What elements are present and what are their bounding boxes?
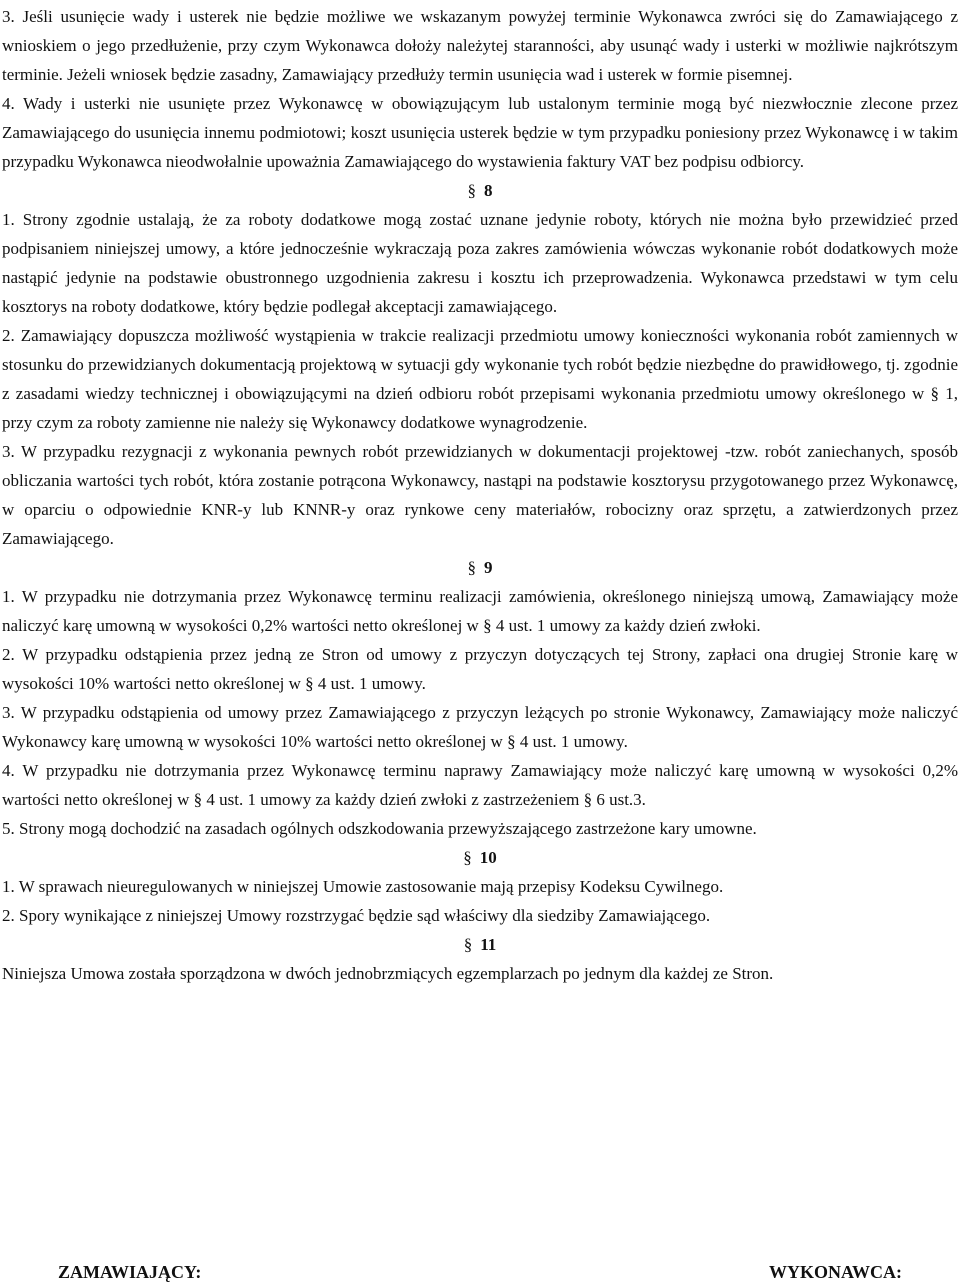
section-number: 10 — [479, 848, 497, 867]
section-heading-11 — [2, 930, 958, 959]
section-symbol: § — [463, 935, 473, 954]
section-symbol: § — [467, 181, 476, 200]
paragraph: 2. W przypadku odstąpienia przez jedną ze Stron od umowy z przyczyn dotyczących tej Strony, zapłaci ona drugiej Stronie karę w wysokości 10% wartości netto określonej w § 4 ust. 1 umowy. — [2, 645, 958, 693]
signature-label-ordering-party: ZAMAWIAJĄCY: — [58, 1262, 202, 1282]
section-heading-10 — [2, 843, 958, 872]
section-heading-9 — [2, 553, 958, 582]
section-number: 9 — [484, 558, 493, 577]
paragraph: 3. W przypadku odstąpienia od umowy przez Zamawiającego z przyczyn leżących po stronie Wykonawcy, Zamawiający może naliczyć Wykonawcy karę umowną w wysokości 10% wartości netto określonej w § 4 ust. 1 umowy. — [2, 703, 958, 751]
paragraph: 4. Wady i usterki nie usunięte przez Wykonawcę w obowiązującym lub ustalonym terminie mogą być niezwłocznie zlecone przez Zamawiającego do usunięcia innemu podmiotowi; koszt usunięcia usterek będzie w tym przypadku poniesiony przez Wykonawcę i w takim przypadku Wykonawca nieodwołalnie upoważnia Zamawiającego do wystawienia faktury VAT bez podpisu odbiorcy. — [2, 94, 958, 171]
paragraph: 5. Strony mogą dochodzić na zasadach ogólnych odszkodowania przewyższającego zastrzeżone kary umowne. — [2, 819, 757, 838]
paragraph: 4. W przypadku nie dotrzymania przez Wykonawcę terminu naprawy Zamawiający może naliczyć karę umowną w wysokości 0,2% wartości netto określonej w § 4 ust. 1 umowy za każdy dzień zwłoki z zastrzeżeniem § 6 ust.3. — [2, 761, 958, 809]
paragraph: 3. Jeśli usunięcie wady i usterek nie będzie możliwe we wskazanym powyżej terminie Wykonawca zwróci się do Zamawiającego z wnioskiem o jego przedłużenie, przy czym Wykonawca dołoży należytej staranności, aby usunąć wady i usterki w możliwie najkrótszym terminie. Jeżeli wniosek będzie zasadny, Zamawiający przedłuży termin usunięcia wad i usterek w formie pisemnej. — [2, 7, 958, 84]
paragraph: 1. W sprawach nieuregulowanych w niniejszej Umowie zastosowanie mają przepisy Kodeksu Cywilnego. — [2, 877, 724, 896]
paragraph: 1. Strony zgodnie ustalają, że za roboty dodatkowe mogą zostać uznane jedynie roboty, których nie można było przewidzieć przed podpisaniem niniejszej umowy, a które jednocześnie wykraczają poza zakres zamówienia wówczas wykonanie robót dodatkowych może nastąpić jedynie na podstawie obustronnego uzgodnienia zakresu i kosztu ich przeprowadzenia. Wykonawca przedstawi w tym celu kosztorys na roboty dodatkowe, który będzie podlegał akceptacji zamawiającego. — [2, 210, 958, 316]
paragraph: 2. Zamawiający dopuszcza możliwość wystąpienia w trakcie realizacji przedmiotu umowy konieczności wykonania robót zamiennych w stosunku do przewidzianych dokumentacją projektową w sytuacji gdy wykonanie tych robót będzie niezbędne do prawidłowego, tj. zgodnie z zasadami wiedzy technicznej i obowiązującymi na dzień odbioru robót przepisami wykonania przedmiotu umowy określonego w § 1, przy czym za roboty zamienne nie należy się Wykonawcy dodatkowe wynagrodzenie. — [2, 326, 958, 432]
paragraph: 2. Spory wynikające z niniejszej Umowy rozstrzygać będzie sąd właściwy dla siedziby Zamawiającego. — [2, 906, 711, 925]
section-symbol: § — [463, 848, 472, 867]
section-heading-8 — [2, 176, 958, 205]
paragraph: 1. W przypadku nie dotrzymania przez Wykonawcę terminu realizacji zamówienia, określonego niniejszą umową, Zamawiający może naliczyć karę umowną w wysokości 0,2% wartości netto określonej w § 4 ust. 1 umowy za każdy dzień zwłoki. — [2, 587, 958, 635]
paragraph: 3. W przypadku rezygnacji z wykonania pewnych robót przewidzianych w dokumentacji projektowej -tzw. robót zaniechanych, sposób obliczania wartości tych robót, która zostanie potrącona Wykonawcy, nastąpi na podstawie kosztorysu przygotowanego przez Wykonawcę, w oparciu o odpowiednie KNR-y lub KNNR-y oraz rynkowe ceny materiałów, robocizny oraz sprzętu, a zatwierdzonych przez Zamawiającego. — [2, 442, 958, 548]
section-number: 8 — [484, 181, 493, 200]
signature-label-contractor: WYKONAWCA: — [769, 1262, 902, 1282]
signature-block — [0, 1258, 960, 1287]
section-symbol: § — [467, 558, 476, 577]
section-number: 11 — [480, 935, 497, 954]
paragraph: Niniejsza Umowa została sporządzona w dwóch jednobrzmiących egzemplarzach po jednym dla każdej ze Stron. — [2, 964, 774, 983]
